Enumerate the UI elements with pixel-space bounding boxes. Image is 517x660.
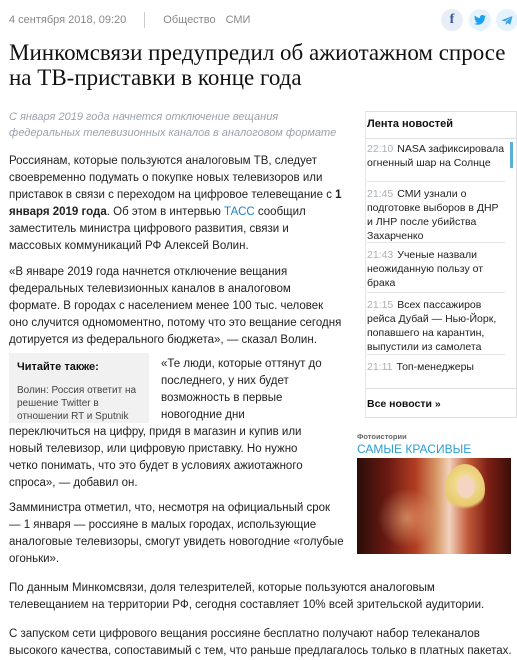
news-feed-divider: [366, 138, 516, 139]
photostory-title[interactable]: САМЫЕ КРАСИВЫЕ: [357, 442, 472, 456]
paragraph-4: Замминистра отметил, что, несмотря на официальный срок — 1 января — россияне в малых городах, использующие аналоговые телевизоры, смогут увидеть новогодние «голубые огоньки».: [9, 502, 344, 565]
twitter-share-icon[interactable]: [469, 9, 491, 31]
meta-divider: [144, 12, 145, 28]
rubric-link-media[interactable]: СМИ: [225, 14, 251, 26]
all-news-link[interactable]: Все новости »: [367, 398, 441, 410]
facebook-share-icon[interactable]: f: [441, 9, 463, 31]
news-separator: [367, 292, 505, 293]
news-feed: [365, 111, 517, 418]
rubric-link-society[interactable]: Общество: [163, 14, 216, 26]
paragraph-6: С запуском сети цифрового вещания россияне бесплатно получают набор телеканалов высокого качества, сопоставимый с тем, что раньше предлагалось только в платных пакетах.: [9, 628, 512, 657]
news-item[interactable]: 21:11 Топ-менеджеры: [367, 361, 474, 373]
photo-light: [377, 488, 437, 548]
photostory-label: Фотоистории: [357, 432, 407, 441]
tass-link[interactable]: ТАСС: [224, 206, 255, 218]
news-separator: [367, 354, 505, 355]
paragraph-5: По данным Минкомсвязи, доля телезрителей, которые пользуются аналоговым телевещанием на территории РФ, сегодня составляет 10% всей зрительской аудитории.: [9, 582, 485, 611]
paragraph-3: «Те люди, которые оттянут до последнего, у них будет возможность в первые новогодние дни переключиться на цифру, придя в магазин и купив или новый телевизор, или цифровую приставку. Но нужно четко понимать, что это будет в условиях ажиотажного спроса», — добавил он.: [9, 358, 322, 489]
photo-face: [457, 476, 475, 498]
news-separator: [367, 181, 505, 182]
news-item[interactable]: 21:15 Всех пассажиров рейса Дубай — Нью-Йорк, попавшего на карантин, выпустили из самолета: [367, 299, 497, 353]
news-more-divider: [366, 388, 516, 389]
news-item[interactable]: 21:43 Ученые назвали неожиданную пользу от брака: [367, 249, 484, 289]
read-also-link[interactable]: Волин: Россия ответит на решение Twitter в отношении RT и Sputnik: [17, 385, 137, 422]
article-meta: [9, 12, 260, 28]
paragraph-2: «В январе 2019 года начнется отключение вещания федеральных телевизионных каналов в аналоговом формате. В городах с населением менее 100 тыс. человек оно случится одномоментно, потому что это вещание сегодня дотируется из федерального бюджета», — сказал Волин.: [9, 266, 342, 346]
paper-plane-icon: [501, 15, 513, 26]
publish-date: 4 сентября 2018, 09:20: [9, 14, 127, 26]
news-item[interactable]: 21:45 СМИ узнали о подготовке выборов в ДНР и ЛНР после убийства Захарченко: [367, 188, 499, 242]
news-feed-title: Лента новостей: [367, 118, 453, 130]
read-also-box: [9, 353, 149, 423]
twitter-bird-icon: [474, 15, 486, 25]
article-lead: С января 2019 года начнется отключение вещания федеральных телевизионных каналов в аналоговом формате: [9, 111, 337, 139]
paragraph-1: Россиянам, которые пользуются аналоговым ТВ, следует своевременно подумать о покупке новых телевизоров или приставок в связи с переходом на цифровое телевещание с 1 января 2019 года. Об этом в интервью ТАСС сообщил заместитель министра цифрового развития, связи и массовых коммуникаций РФ Алексей Волин.: [9, 155, 342, 252]
read-also-heading: Читайте также:: [17, 361, 99, 373]
news-separator: [367, 242, 505, 243]
news-feed-scrollbar[interactable]: [510, 142, 513, 168]
article-title: Минкомсвязи предупредил об ажиотажном спросе на ТВ-приставки в конце года: [9, 40, 506, 90]
photostory-image[interactable]: [357, 458, 511, 554]
telegram-share-icon[interactable]: [496, 9, 517, 31]
news-item[interactable]: 22:10 NASA зафиксировала огненный шар на Солнце: [367, 143, 505, 169]
